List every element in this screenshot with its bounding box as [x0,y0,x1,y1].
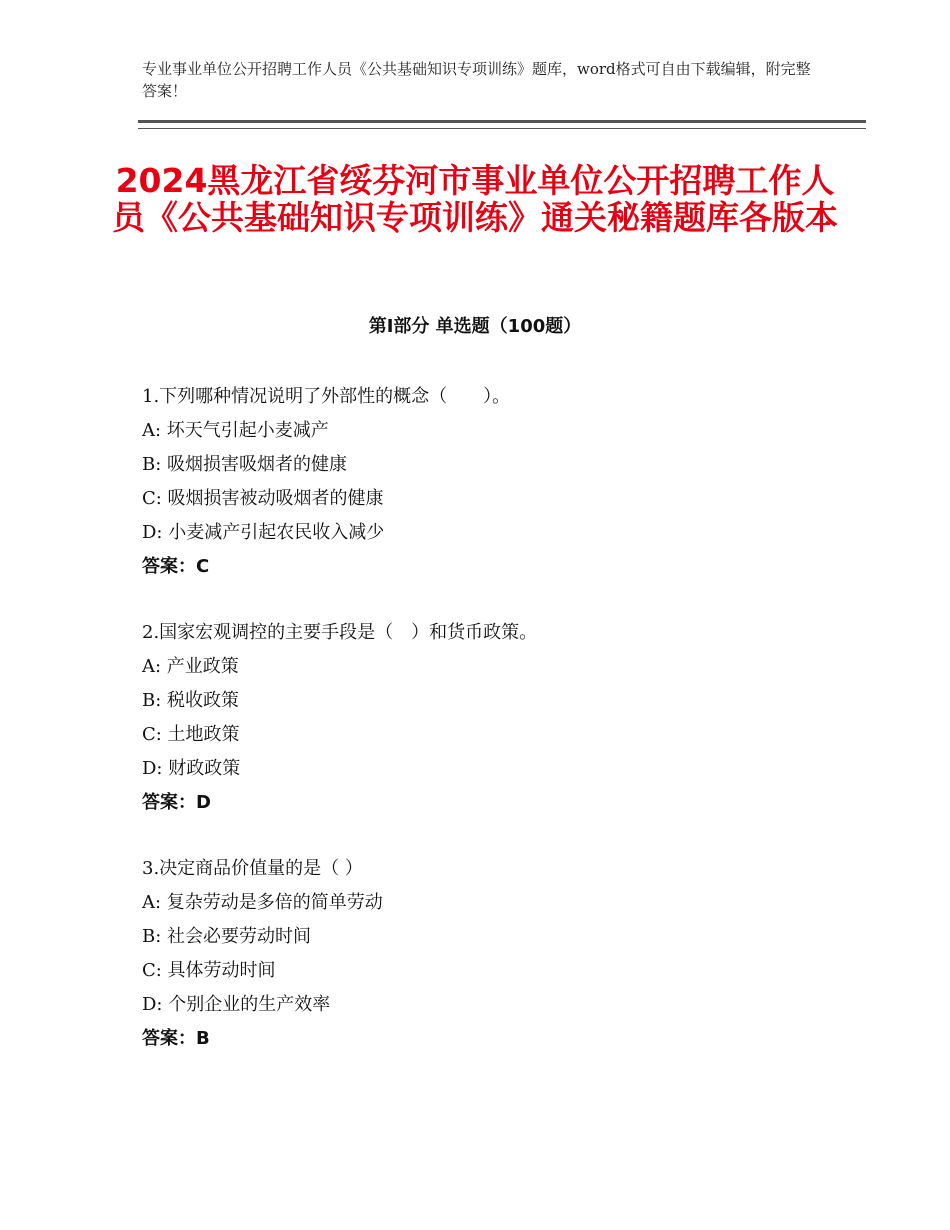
option-b: B: 社会必要劳动时间 [142,926,312,947]
option-d: D: 小麦减产引起农民收入减少 [142,522,385,543]
option-b: B: 税收政策 [142,690,240,711]
option-c: C: 吸烟损害被动吸烟者的健康 [142,488,384,509]
header-note: 专业事业单位公开招聘工作人员《公共基础知识专项训练》题库，word格式可自由下载编辑，附完整答案！ [142,60,811,100]
option-d: D: 个别企业的生产效率 [142,994,331,1015]
question-2 [142,616,842,820]
question-1 [142,380,842,584]
option-a: A: 产业政策 [142,656,239,677]
question-stem: 3.决定商品价值量的是（ ） [142,858,363,879]
document-title: 2024黑龙江省绥芬河市事业单位公开招聘工作人员《公共基础知识专项训练》通关秘籍题库各版本 [112,161,838,237]
section-heading: 第Ⅰ部分 单选题（100题） [368,316,582,337]
option-d: D: 财政政策 [142,758,241,779]
answer-line: 答案：C [142,556,210,577]
option-c: C: 土地政策 [142,724,240,745]
question-3 [142,852,842,1056]
question-stem: 2.国家宏观调控的主要手段是（ ）和货币政策。 [142,622,538,643]
option-c: C: 具体劳动时间 [142,960,276,981]
option-a: A: 坏天气引起小麦减产 [142,420,329,441]
option-b: B: 吸烟损害吸烟者的健康 [142,454,348,475]
header-divider [138,120,866,129]
option-a: A: 复杂劳动是多倍的简单劳动 [142,892,383,913]
question-list [142,380,842,1088]
answer-line: 答案：B [142,1028,210,1049]
question-stem: 1.下列哪种情况说明了外部性的概念（ ）。 [142,386,511,407]
answer-line: 答案：D [142,792,211,813]
